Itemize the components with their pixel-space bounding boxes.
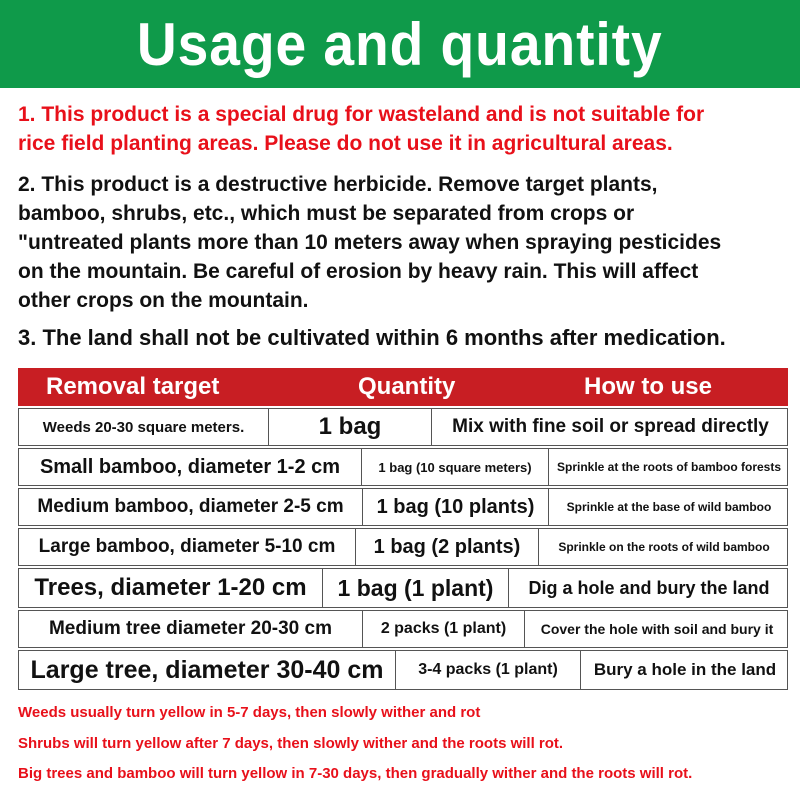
table-header — [18, 368, 788, 406]
instruction-line: "untreated plants more than 10 meters away when spraying pesticides — [18, 231, 722, 254]
warning-line: rice field planting areas. Please do not use it in agricultural areas. — [18, 132, 673, 155]
quantity-cell: 1 bag (1 plant) — [323, 569, 509, 607]
removal-target-cell: Medium bamboo, diameter 2-5 cm — [19, 489, 363, 525]
removal-target-cell: Weeds 20-30 square meters. — [19, 409, 269, 445]
quantity-cell: 1 bag — [269, 409, 432, 445]
how-to-use-cell: Bury a hole in the land — [593, 660, 777, 679]
usage-table — [18, 368, 788, 688]
how-to-use-cell: Mix with fine soil or spread directly — [452, 416, 769, 437]
how-to-use-cell: Dig a hole and bury the land — [528, 577, 770, 598]
note-line: Weeds usually turn yellow in 5-7 days, then slowly wither and rot — [18, 704, 481, 721]
table-row — [18, 528, 788, 566]
quantity-cell: 1 bag (10 square meters) — [362, 449, 549, 485]
instruction-line: other crops on the mountain. — [18, 289, 309, 312]
header-quantity: Quantity — [358, 373, 456, 400]
quantity-cell: 3-4 packs (1 plant) — [396, 651, 581, 689]
instruction-line: bamboo, shrubs, etc., which must be separated from crops or — [18, 202, 635, 225]
instruction-line: 2. This product is a destructive herbicide. Remove target plants, — [18, 173, 658, 196]
instruction-paragraph-3 — [18, 323, 798, 352]
page-title: Usage and quantity — [137, 10, 663, 78]
removal-target-cell: Large bamboo, diameter 5-10 cm — [19, 529, 356, 565]
header-removal-target: Removal target — [46, 373, 220, 400]
table-row — [18, 488, 788, 526]
removal-target-cell: Large tree, diameter 30-40 cm — [19, 651, 396, 689]
note-line: Big trees and bamboo will turn yellow in 7-30 days, then gradually wither and the roots will rot. — [18, 765, 693, 782]
note-line: Shrubs will turn yellow after 7 days, then slowly wither and the roots will rot. — [18, 735, 564, 752]
how-to-use-cell: Sprinkle at the base of wild bamboo — [566, 500, 772, 514]
table-row — [18, 448, 788, 486]
table-row — [18, 650, 788, 690]
how-to-use-cell: Cover the hole with soil and bury it — [540, 621, 774, 637]
title-banner — [0, 0, 800, 88]
removal-target-cell: Medium tree diameter 20-30 cm — [19, 611, 363, 647]
how-to-use-cell: Sprinkle at the roots of bamboo forests — [556, 460, 782, 474]
table-row — [18, 610, 788, 648]
table-row — [18, 568, 788, 608]
removal-target-cell: Trees, diameter 1-20 cm — [19, 569, 323, 607]
warning-paragraph-1 — [18, 100, 798, 158]
instruction-paragraph-2 — [18, 170, 798, 315]
instruction-line: 3. The land shall not be cultivated within 6 months after medication. — [18, 325, 726, 350]
instruction-line: on the mountain. Be careful of erosion by heavy rain. This will affect — [18, 260, 699, 283]
quantity-cell: 1 bag (2 plants) — [356, 529, 539, 565]
header-how-to-use: How to use — [584, 373, 713, 400]
warning-line: 1. This product is a special drug for wasteland and is not suitable for — [18, 103, 705, 126]
table-row — [18, 408, 788, 446]
quantity-cell: 2 packs (1 plant) — [363, 611, 525, 647]
removal-target-cell: Small bamboo, diameter 1-2 cm — [19, 449, 362, 485]
quantity-cell: 1 bag (10 plants) — [363, 489, 549, 525]
how-to-use-cell: Sprinkle on the roots of wild bamboo — [558, 540, 770, 554]
